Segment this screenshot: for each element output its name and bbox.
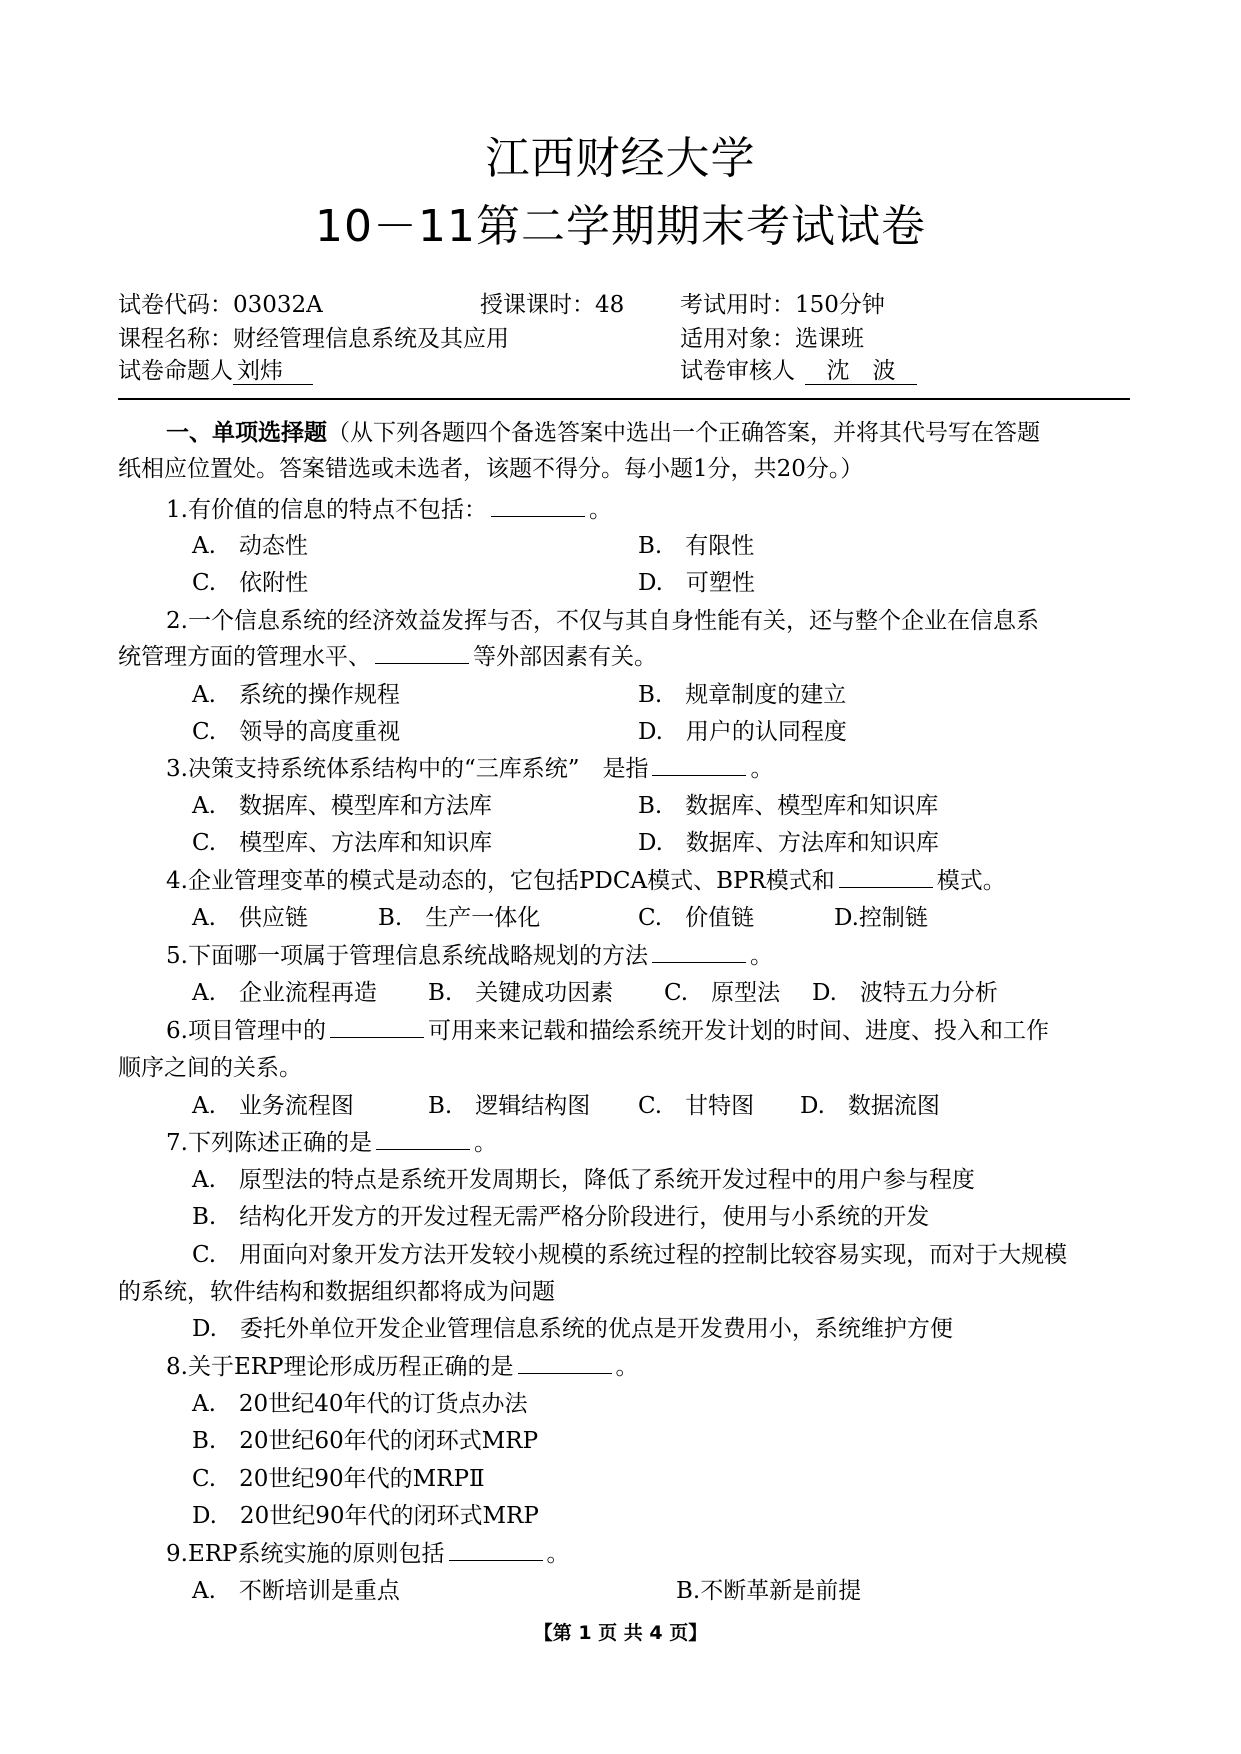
question-4-option-c: C. 价值链 (638, 905, 755, 931)
question-2-option-a: A. 系统的操作规程 (192, 682, 400, 708)
question-6-option-d: D. 数据流图 (800, 1093, 940, 1119)
question-5-option-d: D. 波特五力分析 (812, 980, 998, 1006)
question-6-option-a: A. 业务流程图 (192, 1093, 354, 1119)
question-1-option-c: C. 依附性 (192, 570, 309, 596)
paper-reviewer: 试卷审核人 沈 波 (680, 352, 917, 385)
header-divider (118, 398, 1130, 400)
question-9-option-b: B.不断革新是前提 (676, 1578, 862, 1604)
question-5-stem: 5.下面哪一项属于管理信息系统战略规划的方法 。 (166, 943, 773, 969)
question-1-option-a: A. 动态性 (192, 533, 308, 559)
exam-title: 10－11第二学期期末考试试卷 (315, 201, 926, 252)
exam-duration: 考试用时：150分钟 (680, 292, 885, 318)
teaching-hours: 授课课时：48 (480, 292, 625, 318)
target-audience: 适用对象：选课班 (680, 326, 864, 352)
answer-blank (375, 643, 469, 664)
question-8-option-b: B. 20世纪60年代的闭环式MRP (192, 1428, 539, 1454)
question-4-option-b: B. 生产一体化 (378, 905, 541, 931)
question-8-option-a: A. 20世纪40年代的订货点办法 (192, 1391, 528, 1417)
question-3-option-d: D. 数据库、方法库和知识库 (638, 830, 939, 856)
question-6-stem: 6.项目管理中的 可用来来记载和描绘系统开发计划的时间、进度、投入和工作 (166, 1018, 1049, 1044)
page-number: 【第 1 页 共 4 页】 (533, 1622, 708, 1644)
answer-blank (839, 867, 933, 888)
question-1-option-b: B. 有限性 (638, 533, 755, 559)
question-5-option-b: B. 关键成功因素 (428, 980, 614, 1006)
answer-blank (449, 1540, 543, 1561)
question-2-stem-cont: 统管理方面的管理水平、 等外部因素有关。 (118, 644, 657, 670)
paper-code: 试卷代码：03032A (118, 292, 323, 318)
paper-author: 试卷命题人 刘炜 (118, 352, 313, 385)
question-7-stem: 7.下列陈述正确的是 。 (166, 1130, 497, 1156)
question-4-option-a: A. 供应链 (192, 905, 308, 931)
question-4-option-d: D.控制链 (834, 905, 928, 931)
question-3-option-b: B. 数据库、模型库和知识库 (638, 793, 939, 819)
question-3-option-a: A. 数据库、模型库和方法库 (192, 793, 492, 819)
question-7-option-d: D. 委托外单位开发企业管理信息系统的优点是开发费用小，系统维护方便 (192, 1316, 953, 1342)
section-instructions: 一、单项选择题（从下列各题四个备选答案中选出一个正确答案，并将其代号写在答题 (166, 419, 1040, 446)
question-6-option-c: C. 甘特图 (638, 1093, 755, 1119)
question-4-stem: 4.企业管理变革的模式是动态的，它包括PDCA模式、BPR模式和 模式。 (166, 868, 1006, 894)
question-6-stem-cont: 顺序之间的关系。 (118, 1055, 302, 1081)
question-8-option-d: D. 20世纪90年代的闭环式MRP (192, 1503, 539, 1529)
answer-blank (652, 755, 746, 776)
course-name: 课程名称：财经管理信息系统及其应用 (118, 326, 509, 352)
question-9-stem: 9.ERP系统实施的原则包括 。 (166, 1541, 570, 1567)
answer-blank (652, 942, 746, 963)
question-3-stem: 3.决策支持系统体系结构中的“三库系统” 是指 。 (166, 756, 774, 782)
question-7-option-a: A. 原型法的特点是系统开发周期长，降低了系统开发过程中的用户参与程度 (192, 1167, 975, 1193)
question-2-option-b: B. 规章制度的建立 (638, 682, 847, 708)
answer-blank (518, 1353, 612, 1374)
question-7-option-c-cont: 的系统，软件结构和数据组织都将成为问题 (118, 1279, 555, 1305)
question-2-option-c: C. 领导的高度重视 (192, 719, 401, 745)
answer-blank (330, 1017, 424, 1038)
answer-blank (376, 1129, 470, 1150)
question-9-option-a: A. 不断培训是重点 (192, 1578, 400, 1604)
question-5-option-a: A. 企业流程再造 (192, 980, 377, 1006)
question-1-stem: 1.有价值的信息的特点不包括： 。 (166, 497, 612, 523)
section-heading: 一、单项选择题 (166, 419, 327, 446)
answer-blank (491, 496, 585, 517)
question-3-option-c: C. 模型库、方法库和知识库 (192, 830, 493, 856)
question-2-stem: 2.一个信息系统的经济效益发挥与否，不仅与其自身性能有关，还与整个企业在信息系 (166, 608, 1039, 634)
question-6-option-b: B. 逻辑结构图 (428, 1093, 591, 1119)
university-title: 江西财经大学 (485, 133, 756, 184)
question-2-option-d: D. 用户的认同程度 (638, 719, 847, 745)
question-7-option-b: B. 结构化开发方的开发过程无需严格分阶段进行，使用与小系统的开发 (192, 1204, 930, 1230)
question-7-option-c: C. 用面向对象开发方法开发较小规模的系统过程的控制比较容易实现，而对于大规模 (192, 1242, 1068, 1268)
section-instructions-cont: 纸相应位置处。答案错选或未选者，该题不得分。每小题1分，共20分。） (118, 456, 864, 482)
question-8-option-c: C. 20世纪90年代的MRPⅡ (192, 1466, 485, 1492)
question-8-stem: 8.关于ERP理论形成历程正确的是 。 (166, 1354, 639, 1380)
question-5-option-c: C. 原型法 (664, 980, 781, 1006)
question-1-option-d: D. 可塑性 (638, 570, 755, 596)
